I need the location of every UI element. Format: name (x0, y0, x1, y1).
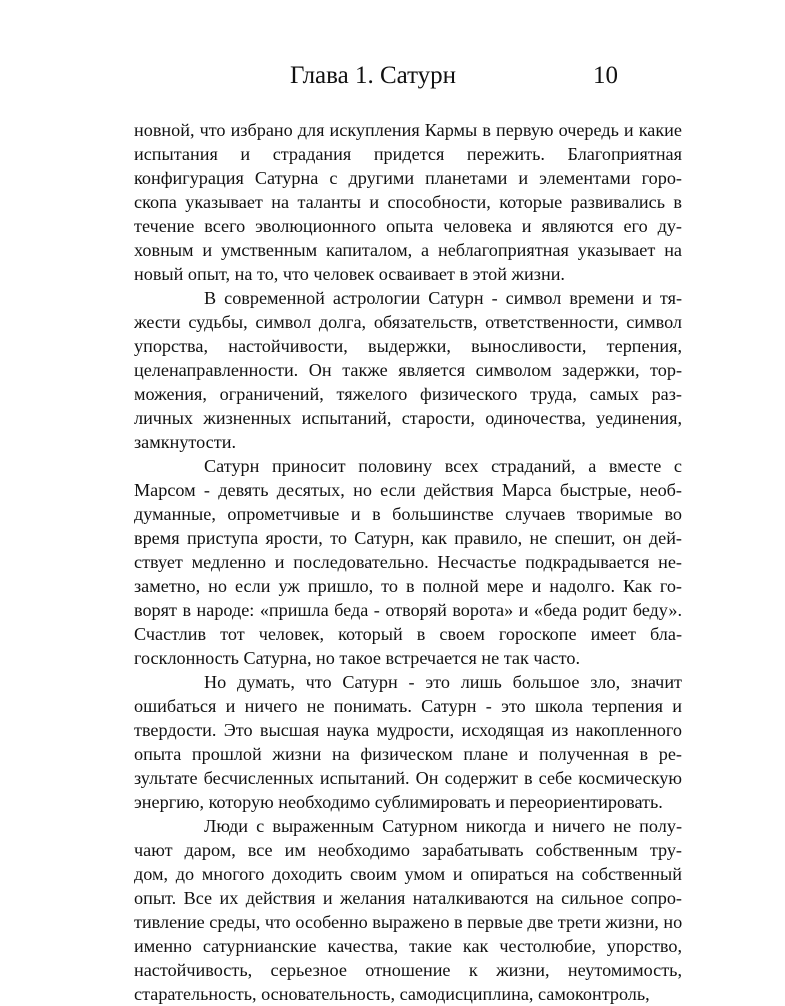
paragraph (134, 286, 682, 454)
text-line: упорства, настойчивости, выдержки, выносливости, терпения, (134, 336, 682, 356)
page-number: 10 (593, 62, 618, 89)
text-line: опыт. Все их действия и желания наталкиваются на сильное сопро- (134, 888, 682, 908)
text-line: дом, до многого доходить своим умом и опираться на собственный (134, 864, 682, 884)
text-line: целенаправленности. Он также является символом задержки, тор- (134, 360, 682, 380)
text-line: заметно, но если уж пришло, то в полной мере и надолго. Как го- (134, 576, 682, 596)
text-line: зультате бесчисленных испытаний. Он содержит в себе космическую (134, 768, 682, 788)
text-line: старательность, основательность, самодисциплина, самоконтроль, (134, 984, 650, 1004)
text-line: Люди с выраженным Сатурном никогда и ничего не полу- (204, 816, 682, 836)
text-line: конфигурация Сатурна с другими планетами и элементами горо- (134, 168, 682, 188)
paragraph (134, 670, 682, 814)
text-line: именно сатурнианские качества, такие как честолюбие, упорство, (134, 936, 682, 956)
text-line: жести судьбы, символ долга, обязательств, ответственности, символ (134, 312, 682, 332)
body-text (134, 118, 682, 1006)
text-line: ошибаться и ничего не понимать. Сатурн - это школа терпения и (134, 696, 682, 716)
text-line: время приступа ярости, то Сатурн, как правило, не спешит, он дей- (134, 528, 682, 548)
text-line: думанные, опрометчивые и в большинстве случаев творимые во (134, 504, 682, 524)
text-line: можения, ограничений, тяжелого физического труда, самых раз- (134, 384, 682, 404)
text-line: ствует медленно и последовательно. Несчастье подкрадывается не- (134, 552, 682, 572)
text-line: тивление среды, что особенно выражено в первые две трети жизни, но (134, 912, 683, 932)
text-line: новый опыт, на то, что человек осваивает в этой жизни. (134, 264, 565, 284)
text-line: испытания и страдания придется пережить. Благоприятная (134, 144, 682, 164)
text-line: настойчивость, серьезное отношение к жизни, неутомимость, (134, 960, 682, 980)
text-line: твердости. Это высшая наука мудрости, исходящая из накопленного (134, 720, 682, 740)
text-line: личных жизненных испытаний, старости, одиночества, уединения, (134, 408, 682, 428)
text-line: энергию, которую необходимо сублимировать и переориентировать. (134, 792, 663, 812)
text-line: Сатурн приносит половину всех страданий, а вместе с (204, 456, 682, 476)
text-line: ворят в народе: «пришла беда - отворяй ворота» и «беда родит беду». (134, 600, 682, 620)
text-line: Марсом - девять десятых, но если действия Марса быстрые, необ- (134, 480, 682, 500)
text-line: новной, что избрано для искупления Кармы в первую очередь и какие (134, 120, 682, 140)
text-line: замкнутости. (134, 432, 236, 452)
text-line: течение всего эволюционного опыта человека и являются его ду- (134, 216, 682, 236)
chapter-title: Глава 1. Сатурн (290, 62, 457, 89)
paragraph (134, 814, 682, 1006)
text-line: скопа указывает на таланты и способности, которые развивались в (134, 192, 682, 212)
text-line: опыта прошлой жизни на физическом плане и полученная в ре- (134, 744, 682, 764)
paragraph (134, 118, 682, 286)
text-line: госклонность Сатурна, но такое встречается не так часто. (134, 648, 581, 668)
paragraph (134, 454, 682, 670)
text-line: Но думать, что Сатурн - это лишь большое зло, значит (204, 672, 682, 692)
text-line: чают даром, все им необходимо зарабатывать собственным тру- (134, 840, 682, 860)
text-line: ховным и умственным капиталом, а неблагоприятная указывает на (134, 240, 682, 260)
text-line: Счастлив тот человек, который в своем гороскопе имеет бла- (134, 624, 682, 644)
text-line: В современной астрологии Сатурн - символ времени и тя- (204, 288, 682, 308)
